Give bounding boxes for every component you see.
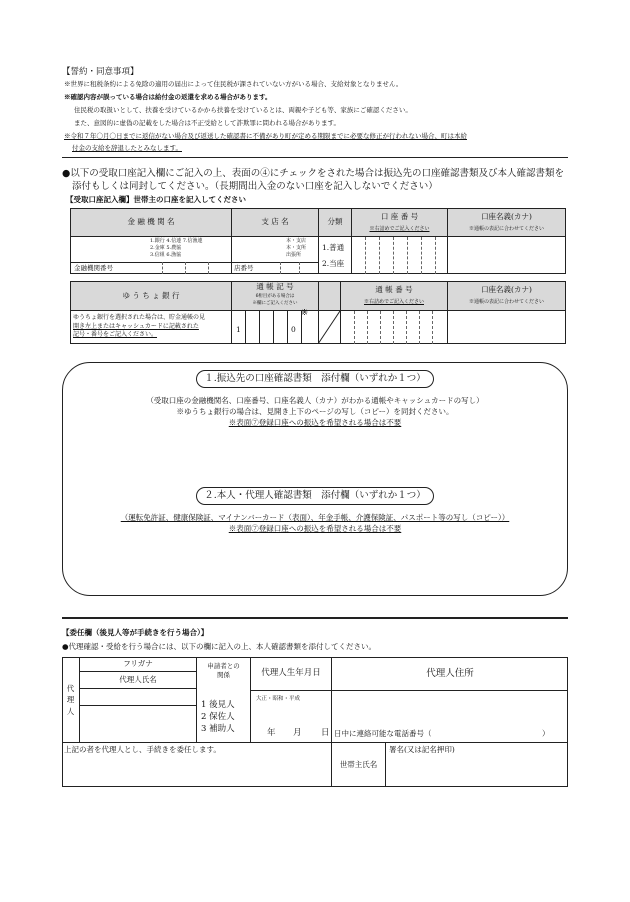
type-option-1[interactable]: 1.普通	[322, 243, 345, 252]
col-yucho-holder: 口座名義(カナ)	[481, 284, 532, 294]
bank-code-input[interactable]	[140, 262, 230, 274]
day-label: 日	[321, 728, 330, 738]
col-passbook-no: 通 帳 番 号	[375, 284, 413, 294]
account-holder-input[interactable]	[448, 237, 565, 274]
slash-mark	[318, 311, 340, 344]
col-account-no: 口 座 番 号	[380, 211, 419, 221]
branch-code-label: 店番号	[234, 264, 254, 272]
bank-types-1: 1.銀行 4.信連 7.信漁連	[150, 238, 203, 244]
signature-input[interactable]	[386, 756, 567, 786]
attach-box-2-line-1: （運転免許証、健康保険証、マイナンバーカード（表面）、年金手帳、介護保険証、パスポート等の写し（コピー））	[120, 513, 510, 522]
branch-types-3: 出張所	[286, 251, 302, 258]
address-label: 代理人住所	[426, 667, 474, 679]
col-holder: 口座名義(カナ)	[481, 211, 532, 221]
section-divider	[62, 617, 568, 619]
bank-code-label: 金融機関番号	[74, 264, 113, 272]
yucho-desc-2: 開き左上またはキャッシュカードに記載された	[73, 322, 199, 330]
consent-line-5: ※令和７年〇月〇日までに返信がない場合及び返送した確認書に不備があり町が定める期限までに必要な修正が行われない場合、町は本給	[64, 132, 467, 140]
col-bank-name: 金 融 機 関 名	[127, 217, 175, 227]
consent-line-3: 住民税の取扱いとして、扶養を受けているかから扶養を受けているとは、両親や子ども等、家族にご確認ください。	[74, 106, 412, 114]
col-yucho: ゆ う ち ょ 銀 行	[122, 290, 180, 300]
proxy-intro: ●代理確認・受給を行う場合には、以下の欄に記入の上、本人確認書類を添付してください。	[62, 642, 377, 651]
consent-line-2: ※確認内容が誤っている場合は給付金の返還を求める場合があります。	[64, 93, 272, 101]
phone-close: ）	[542, 729, 550, 738]
branch-types-2: 本・支所	[286, 244, 307, 251]
col-passbook-note-1: 6桁目がある場合は	[255, 294, 295, 299]
yucho-holder-input[interactable]	[448, 311, 565, 344]
furigana-input[interactable]	[80, 689, 196, 705]
account-intro-line-2: 添付もしくは同封してください。（長期間出入金のない口座を記入しないでください）	[72, 181, 438, 192]
relation-label-1: 申請者との	[207, 662, 240, 670]
furigana-label: フリガナ	[123, 659, 153, 669]
proxy-side-label-1: 代	[66, 684, 75, 693]
consent-heading: 【誓約・同意事項】	[62, 67, 139, 77]
account-intro-line-1: ●以下の受取口座記入欄にご記入の上、表面の④にチェックをされた場合は振込先の口座確認書類及び本人確認書類を	[62, 168, 565, 179]
proxy-name-input[interactable]	[80, 706, 196, 742]
birthdate-label: 代理人生年月日	[261, 668, 321, 679]
attach-box-2-title: ２.本人・代理人確認書類 添付欄（いずれか１つ）	[196, 487, 434, 505]
relation-option-curator[interactable]: 2 保佐人	[201, 711, 235, 722]
relation-option-assistant[interactable]: 3 補助人	[201, 723, 235, 734]
branch-code-input[interactable]	[262, 262, 318, 274]
proxy-side-label-2: 理	[66, 695, 75, 705]
consent-line-6: 付金の支給を辞退したとみなします。	[72, 144, 182, 152]
attach-box-1-line-2: ※ゆうちょ銀行の場合は、見開き上下のページの写し（コピー）を同封ください。	[176, 407, 454, 416]
passbook-digit-1: 1	[236, 325, 241, 334]
proxy-name-label: 代理人氏名	[119, 674, 157, 684]
col-holder-note: ※通帳の表記に合わせてください	[468, 225, 544, 232]
householder-label: 世帯主氏名	[339, 759, 378, 769]
delegate-text: 上記の者を代理人とし、手続きを委任します。	[64, 745, 221, 754]
relation-label-2: 関係	[217, 670, 230, 679]
divider	[62, 157, 568, 158]
proxy-side-label-3: 人	[66, 706, 75, 716]
consent-line-1: ※世界に租税条約による免除の適用の届出によって住民税が課されていない方がいる場合、支給対象となりません。	[64, 80, 403, 88]
signature-label: 署名(又は記名押印)	[389, 745, 455, 754]
col-passbook-no-note: ※右詰めでご記入ください	[363, 298, 424, 305]
proxy-heading: 【委任欄（後見人等が手続きを行う場合）】	[62, 628, 209, 637]
account-number-input[interactable]	[351, 237, 447, 274]
yucho-desc-1: ゆうちょ銀行を選択された場合は、貯金通帳の見	[73, 314, 206, 321]
consent-line-4: また、意図的に虚偽の記載をした場合は不正受給として詐欺罪に問われる場合があります。	[74, 119, 340, 127]
col-passbook-note-2: ※欄にご記入ください	[252, 301, 298, 306]
bank-types-2: 2.金庫 5.農協	[150, 244, 182, 251]
account-subheading: 【受取口座記入欄】世帯主の口座を記入してください	[66, 195, 246, 204]
phone-label: 日中に連絡可能な電話番号（	[334, 729, 432, 738]
passbook-asterisk: ※	[301, 308, 309, 318]
attach-box-1-line-3: ※表面⑦登録口座への振込を希望される場合は不要	[228, 418, 402, 427]
type-option-2[interactable]: 2.当座	[322, 259, 345, 268]
month-label: 月	[293, 728, 302, 738]
attach-box-1-title: １.振込先の口座確認書類 添付欄（いずれか１つ）	[196, 370, 434, 388]
year-label: 年	[267, 728, 276, 738]
attach-box-2-line-2: ※表面⑦登録口座への振込を希望される場合は不要	[228, 524, 402, 533]
passbook-digit-0: 0	[291, 325, 296, 334]
address-input[interactable]	[332, 691, 568, 727]
col-yucho-holder-note: ※通帳の表記に合わせてください	[468, 298, 544, 305]
attach-box-1-line-1: （受取口座の金融機関名、口座番号、口座名義人（カナ）がわかる通帳やキャッシュカードの写し）	[146, 396, 484, 405]
phone-input[interactable]	[440, 729, 540, 739]
col-account-no-note: ※右詰めでご記入ください	[369, 225, 430, 232]
col-branch: 支 店 名	[261, 217, 289, 227]
bank-types-3: 3.信組 6.漁協	[150, 251, 182, 258]
col-type: 分類	[327, 217, 343, 227]
passbook-number-input[interactable]	[341, 311, 447, 344]
col-passbook: 通 帳 記 号	[256, 281, 294, 291]
yucho-desc-3: 記号・番号をご記入ください。	[73, 331, 158, 339]
era-options[interactable]: 大正・昭和・平成	[256, 696, 301, 702]
branch-types-1: 本・支店	[286, 238, 307, 244]
relation-option-guardian[interactable]: 1 後見人	[201, 700, 235, 710]
